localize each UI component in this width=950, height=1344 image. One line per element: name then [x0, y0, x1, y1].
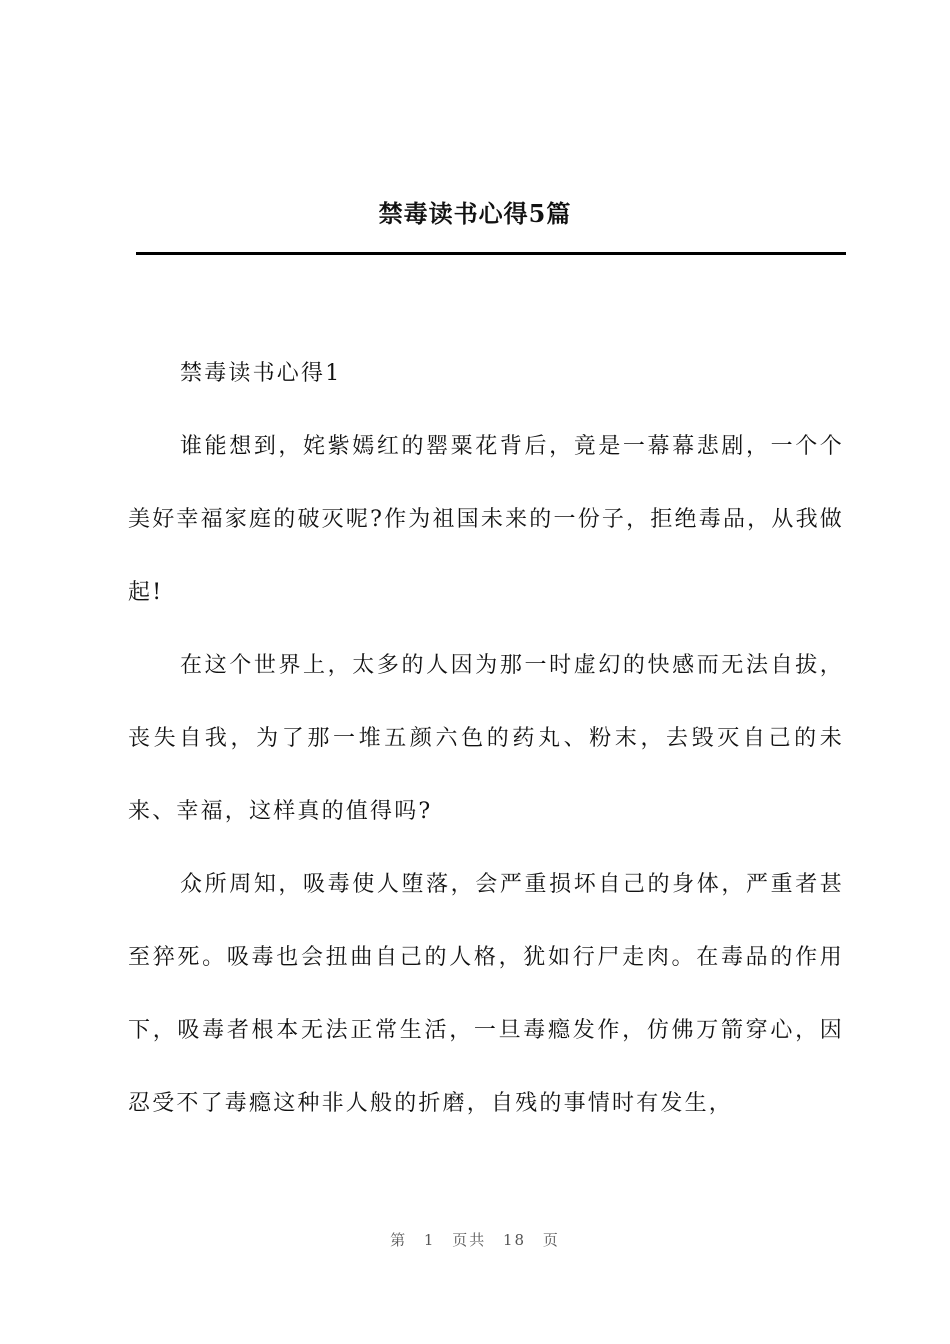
paragraph-2: 在这个世界上，太多的人因为那一时虚幻的快感而无法自拔，丧失自我，为了那一堆五颜六色的药丸、粉末，去毁灭自己的未来、幸福，这样真的值得吗? [128, 653, 844, 824]
title-underline-rule [136, 252, 846, 255]
document-title: 禁毒读书心得5篇 [378, 199, 572, 228]
document-body [128, 337, 844, 1140]
paragraph-1: 谁能想到，姹紫嫣红的罂粟花背后，竟是一幕幕悲剧，一个个美好幸福家庭的破灭呢?作为祖国未来的一份子，拒绝毒品，从我做起! [128, 434, 844, 605]
section-heading: 禁毒读书心得1 [180, 361, 342, 386]
paragraph-3: 众所周知，吸毒使人堕落，会严重损坏自己的身体，严重者甚至猝死。吸毒也会扭曲自己的人格，犹如行尸走肉。在毒品的作用下，吸毒者根本无法正常生活，一旦毒瘾发作，仿佛万箭穿心，因忍受不了毒瘾这种非人般的折磨，自残的事情时有发生， [128, 872, 844, 1116]
page-number-footer: 第 1 页共 18 页 [390, 1231, 560, 1249]
